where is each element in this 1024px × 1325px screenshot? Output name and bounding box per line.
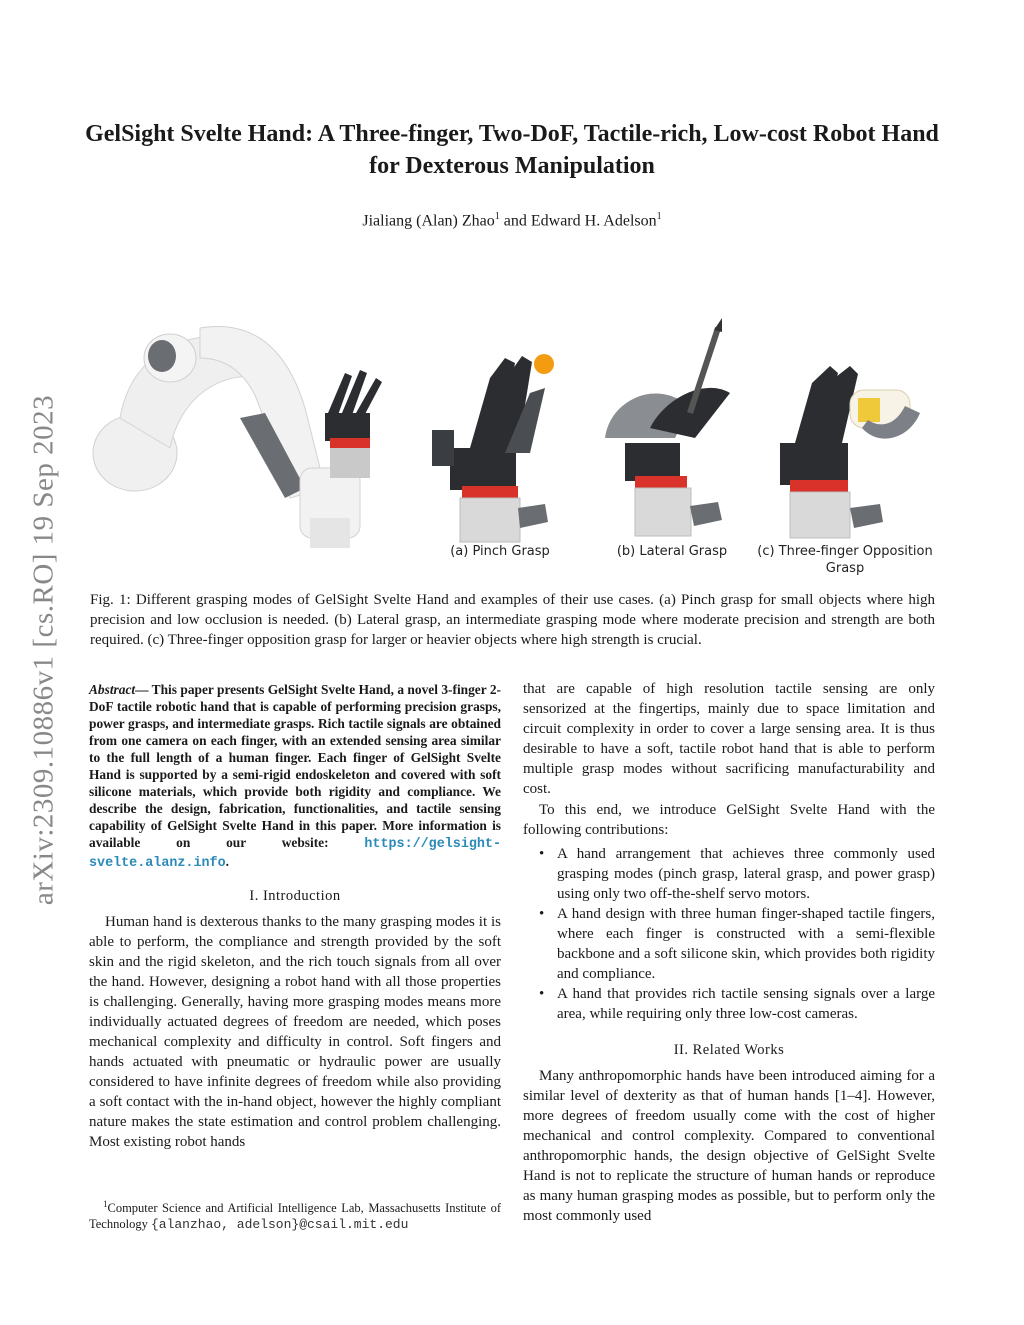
paragraph: that are capable of high resolution tactile sensing are only sensorized at the fingertips, mainly due to space limitation and circuit complexity in order to cover a large sensing area. It is thus desirable to have a soft, tactile robot hand that is able to perform multiple grasp modes without sacrificing manufacturability and cost. [523, 681, 935, 797]
subfigure-label-pinch: (a) Pinch Grasp [450, 544, 550, 559]
lateral-grasp-image [605, 318, 730, 536]
contribution-list [523, 844, 935, 1024]
author-name: Edward H. Adelson [530, 212, 657, 230]
paragraph: To this end, we introduce GelSight Svelte Hand with the following contributions: [523, 802, 935, 838]
footnote-text: Computer Science and Artificial Intelligence Lab, Massachusetts Institute of Technology [89, 1201, 501, 1232]
right-column [523, 679, 935, 1226]
author-emails: {alanzhao, adelson}@csail.mit.edu [150, 1217, 409, 1233]
affiliation-footnote [89, 1196, 501, 1233]
abstract-end: . [225, 854, 229, 869]
robot-photos [90, 318, 940, 580]
opposition-grasp-image [780, 366, 920, 538]
list-item: • A hand design with three human finger-shaped tactile fingers, where each finger is constructed with a semi-flexible backbone and a soft silicone skin, which provides both rigidity and compliance. [523, 904, 935, 984]
list-item: • A hand that provides rich tactile sensing signals over a large area, while requiring only three low-cost cameras. [523, 984, 935, 1024]
paper-title: GelSight Svelte Hand: A Three-finger, Two-DoF, Tactile-rich, Low-cost Robot Hand for Dexterous Manipulation [85, 121, 939, 179]
arxiv-identifier: arXiv:2309.10886v1 [cs.RO] 19 Sep 2023 [27, 394, 60, 906]
affiliation-mark: 1 [656, 211, 662, 222]
introduction-paragraph: Human hand is dexterous thanks to the many grasping modes it is able to perform, the compliance and strength provided by the soft skin and the rigid skeleton, and the rich touch signals from all over the hand. However, designing a robot hand with all those properties is challenging. Generally, having more grasping modes means more individually actuated degrees of freedom are needed, which poses mechanical complexity and difficulty in control. Soft fingers and hands actuated with pneumatic or hydraulic power are usually considered to have infinite degrees of freedom while also providing a soft contact with the in-hand object, however the highly compliant nature makes the state estimation and control problem challenging. Most existing robot hands [89, 914, 501, 1150]
abstract-dash: — [135, 682, 149, 697]
abstract-text: This paper presents GelSight Svelte Hand, a novel 3-finger 2-DoF tactile robotic hand that is capable of performing precision grasps, power grasps, and intermediate grasps. Rich tactile signals are obtained from one camera on each finger, with an extended sensing area similar to the full length of a human finger. Each finger of GelSight Svelte Hand is supported by a semi-rigid endoskeleton and covered with soft silicone materials, which provide both rigidity and compliance. We describe the design, fabrication, functionalities, and tactile sensing capability of GelSight Svelte Hand in this paper. More information is available on our website: [89, 682, 501, 850]
robot-arm-image [93, 326, 382, 548]
list-item: • A hand arrangement that achieves three commonly used grasping modes (pinch grasp, lateral grasp, and power grasp) using only two off-the-shelf servo motors. [523, 844, 935, 904]
figure-caption: Fig. 1: Different grasping modes of GelSight Svelte Hand and examples of their use cases. (a) Pinch grasp for small objects where high precision and low occlusion is needed. (b) Lateral grasp, an intermediate grasping mode where moderate precision and strength are both required. (c) Three-finger opposition grasp for larger or heavier objects where high strength is crucial. [90, 592, 935, 648]
section-heading-related-works: II. Related Works [673, 1042, 785, 1058]
affiliation-mark: 1 [494, 211, 500, 222]
author-list [80, 211, 944, 230]
section-heading-introduction: I. Introduction [249, 888, 341, 904]
website-link[interactable]: https://gelsight-svelte.alanz.info [89, 837, 501, 871]
footnote-mark: 1 [103, 1199, 108, 1209]
related-works-paragraph: Many anthropomorphic hands have been introduced aiming for a similar level of dexterity as that of human hands [1–4]. However, more degrees of freedom usually come with the cost of higher mechanical and control complexity. Compared to conventional anthropomorphic hands, the design objective of GelSight Svelte Hand is not to replicate the structure of human hands or reproduce as many human grasping modes as possible, but to perform only the most commonly used [523, 1068, 935, 1224]
author-joiner: and [499, 212, 531, 230]
left-column [89, 681, 501, 1152]
subfigure-label-opposition: (c) Three-finger Opposition Grasp [757, 544, 933, 576]
abstract-lead: Abstract [89, 682, 136, 697]
subfigure-label-lateral: (b) Lateral Grasp [616, 544, 728, 559]
pinch-grasp-image [432, 354, 554, 542]
abstract [89, 681, 501, 872]
author-name: Jialiang (Alan) Zhao [362, 212, 495, 230]
figure-grasp-modes [90, 318, 940, 580]
